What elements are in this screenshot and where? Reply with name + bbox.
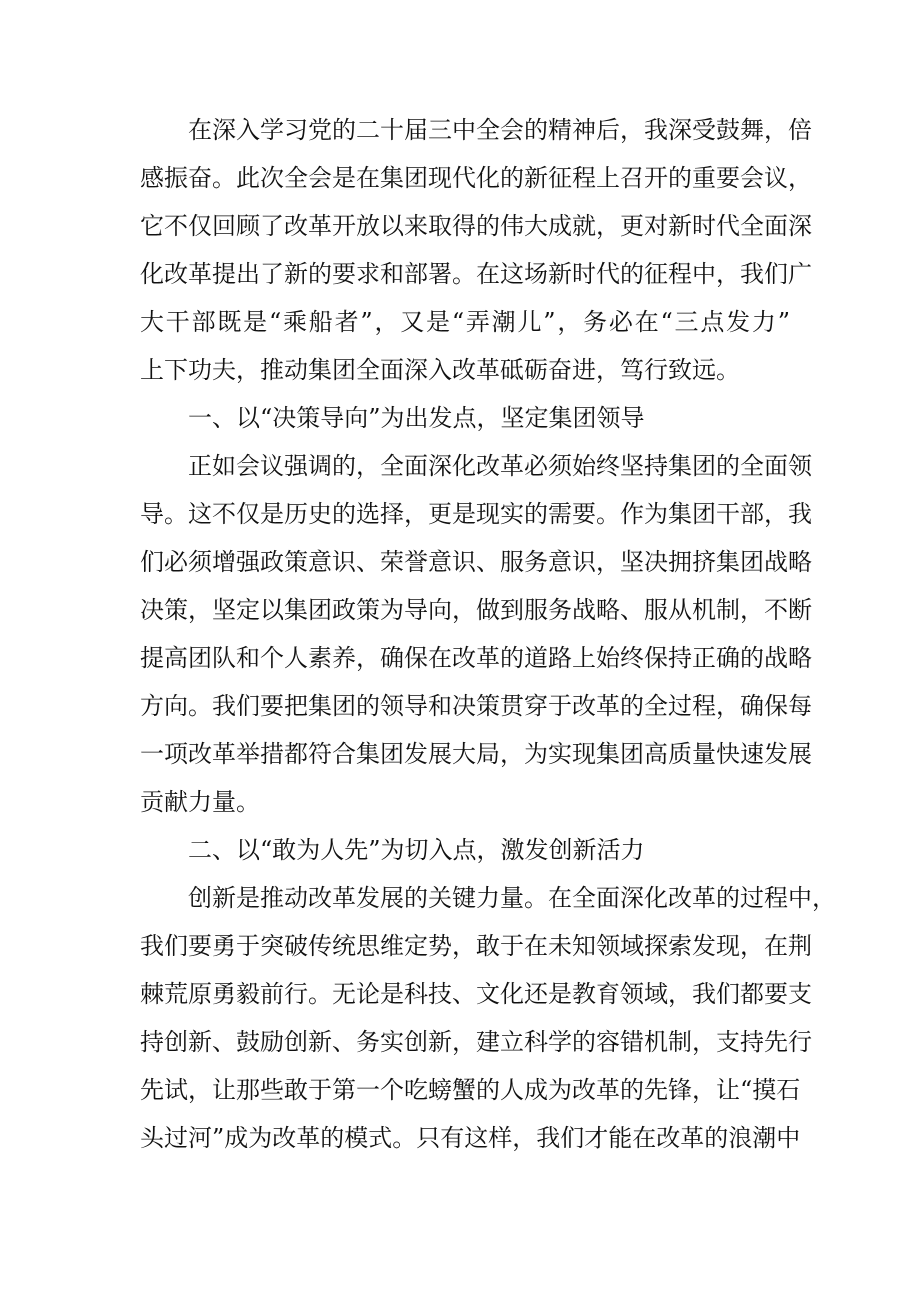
section1-paragraph-line-6: 方向。我们要把集团的领导和决策贯穿于改革的全过程，确保每 xyxy=(140,692,812,720)
intro-paragraph-line-4: 化改革提出了新的要求和部署。在这场新时代的征程中，我们广 xyxy=(140,260,812,288)
section1-paragraph-line-4: 决策，坚定以集团政策为导向，做到服务战略、服从机制，不断 xyxy=(140,596,812,624)
intro-paragraph-line-3: 它不仅回顾了改革开放以来取得的伟大成就，更对新时代全面深 xyxy=(140,212,812,240)
section-heading-1: 一、以“决策导向”为出发点，坚定集团领导 xyxy=(188,404,645,432)
section1-paragraph-line-3: 们必须增强政策意识、荣誉意识、服务意识，坚决拥挤集团战略 xyxy=(140,548,812,576)
intro-paragraph-line-1: 在深入学习党的二十届三中全会的精神后，我深受鼓舞，倍 xyxy=(188,116,812,144)
section1-paragraph-line-1: 正如会议强调的，全面深化改革必须始终坚持集团的全面领 xyxy=(188,452,812,480)
section2-paragraph-line-1: 创新是推动改革发展的关键力量。在全面深化改革的过程中， xyxy=(188,884,836,912)
section2-paragraph-line-5: 先试，让那些敢于第一个吃螃蟹的人成为改革的先锋，让“摸石 xyxy=(140,1076,801,1104)
section2-paragraph-line-6: 头过河”成为改革的模式。只有这样，我们才能在改革的浪潮中 xyxy=(140,1124,801,1152)
section2-paragraph-line-3: 棘荒原勇毅前行。无论是科技、文化还是教育领域，我们都要支 xyxy=(140,980,812,1008)
section1-paragraph-line-5: 提高团队和个人素养，确保在改革的道路上始终保持正确的战略 xyxy=(140,644,812,672)
section-heading-2: 二、以“敢为人先”为切入点，激发创新活力 xyxy=(188,836,645,864)
section1-paragraph-line-8: 贡献力量。 xyxy=(140,788,260,816)
section1-paragraph-line-7: 一项改革举措都符合集团发展大局，为实现集团高质量快速发展 xyxy=(140,740,812,768)
section1-paragraph-line-2: 导。这不仅是历史的选择，更是现实的需要。作为集团干部，我 xyxy=(140,500,812,528)
section2-paragraph-line-2: 我们要勇于突破传统思维定势，敢于在未知领域探索发现，在荆 xyxy=(140,932,812,960)
intro-paragraph-line-2: 感振奋。此次全会是在集团现代化的新征程上召开的重要会议， xyxy=(140,164,812,192)
intro-paragraph-line-6: 上下功夫，推动集团全面深入改革砥砺奋进，笃行致远。 xyxy=(140,356,740,384)
intro-paragraph-line-5: 大干部既是“乘船者”，又是“弄潮儿”，务必在“三点发力” xyxy=(140,308,790,336)
section2-paragraph-line-4: 持创新、鼓励创新、务实创新，建立科学的容错机制，支持先行 xyxy=(140,1028,812,1056)
